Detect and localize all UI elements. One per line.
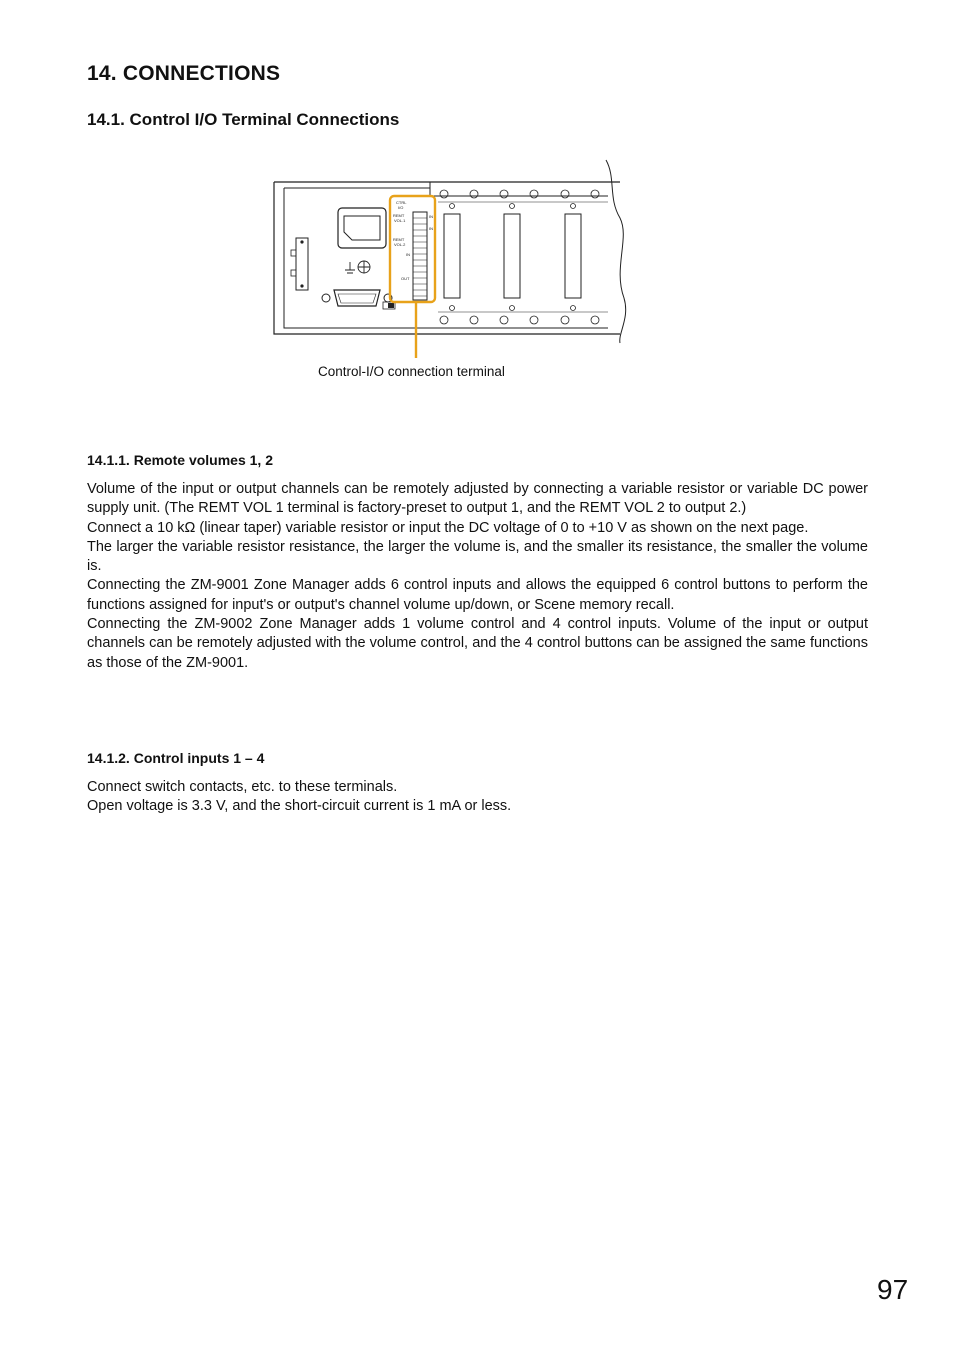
paragraph: Open voltage is 3.3 V, and the short-circuit current is 1 mA or less. — [87, 798, 512, 815]
svg-text:IN: IN — [429, 214, 433, 219]
subsection-title-remote-volumes: 14.1.1. Remote volumes 1, 2 — [87, 452, 273, 468]
paragraph: Connecting the ZM-9002 Zone Manager adds 1 volume control and 4 control inputs. Volume of the input or output channels can be remotely adjusted with the volume control, and the 4 control buttons can be assigned the same functions as those of the ZM-9001. — [87, 616, 868, 671]
svg-text:VOL.1: VOL.1 — [394, 218, 406, 223]
paragraph: The larger the variable resistor resistance, the larger the volume is, and the smaller its resistance, the smaller the volume is. — [87, 538, 868, 575]
svg-text:VOL.2: VOL.2 — [394, 242, 406, 247]
rear-panel-diagram — [268, 158, 638, 368]
paragraph: Volume of the input or output channels can be remotely adjusted by connecting a variable resistor or variable DC power supply unit. (The REMT VOL 1 terminal is factory-preset to output 1, and the REMT VOL 2 to output 2.) — [87, 481, 868, 517]
svg-text:OUT: OUT — [401, 276, 410, 281]
rear-panel-drawing — [268, 158, 638, 368]
svg-text:IN: IN — [406, 252, 410, 257]
paragraph: Connect a 10 kΩ (linear taper) variable resistor or input the DC voltage of 0 to +10 V as shown on the next page. — [87, 519, 809, 536]
section-title: 14.1. Control I/O Terminal Connections — [87, 110, 400, 129]
paragraph: Connecting the ZM-9001 Zone Manager adds 6 control inputs and allows the equipped 6 control buttons to perform the functions assigned for input's or output's channel volume up/down, or Scene memory recall. — [87, 577, 868, 613]
chapter-title: 14. CONNECTIONS — [87, 62, 281, 85]
page-number: 97 — [877, 1274, 909, 1305]
svg-text:REMT: REMT — [393, 237, 405, 242]
svg-text:IN: IN — [429, 226, 433, 231]
figure-caption: Control-I/O connection terminal — [318, 364, 505, 379]
remote-volumes-text — [87, 480, 868, 673]
control-inputs-text — [87, 778, 868, 817]
svg-text:CTRL: CTRL — [396, 200, 407, 205]
paragraph: Connect switch contacts, etc. to these terminals. — [87, 779, 398, 795]
subsection-title-control-inputs: 14.1.2. Control inputs 1 – 4 — [87, 750, 265, 766]
svg-text:REMT: REMT — [393, 213, 405, 218]
svg-text:I/O: I/O — [398, 205, 404, 210]
